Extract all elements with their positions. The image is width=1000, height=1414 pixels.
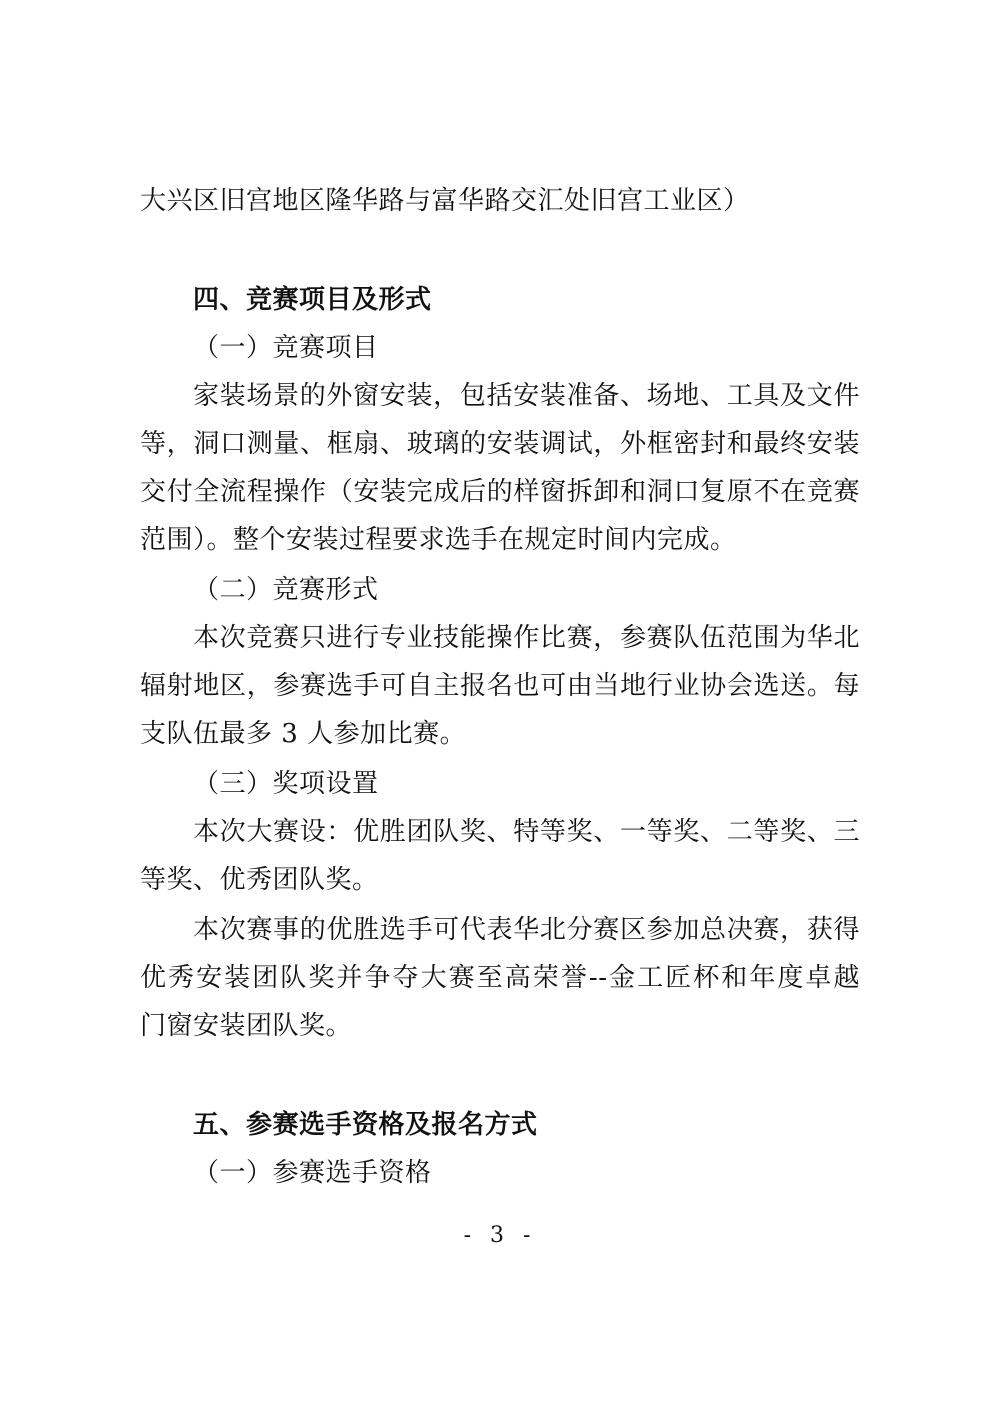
subsection-heading: （一）竞赛项目 [193,333,379,363]
section-heading: 四、竞赛项目及形式 [193,285,432,315]
page-number: - 3 - [463,1223,537,1248]
body-text-line: 等奖、优秀团队奖。 [140,865,379,895]
body-text-line: 支队伍最多 3 人参加比赛。 [140,719,467,749]
body-text-line: 本次赛事的优胜选手可代表华北分赛区参加总决赛，获得 [193,915,860,945]
subsection-heading: （三）奖项设置 [193,769,379,799]
body-text-line: 交付全流程操作（安装完成后的样窗拆卸和洞口复原不在竞赛 [140,477,860,507]
body-text-line: 优秀安装团队奖并争夺大赛至高荣誉--金工匠杯和年度卓越 [140,963,860,993]
body-text-line: 门窗安装团队奖。 [140,1011,353,1041]
body-text-line: 辐射地区，参赛选手可自主报名也可由当地行业协会选送。每 [140,671,860,701]
subsection-heading: （二）竞赛形式 [193,575,379,605]
subsection-heading: （一）参赛选手资格 [193,1158,432,1188]
body-text-line: 本次竞赛只进行专业技能操作比赛，参赛队伍范围为华北 [193,623,860,653]
body-text-line: 大兴区旧宫地区隆华路与富华路交汇处旧宫工业区） [140,186,750,216]
body-text-line: 家装场景的外窗安装，包括安装准备、场地、工具及文件 [193,381,860,411]
body-text-line: 本次大赛设：优胜团队奖、特等奖、一等奖、二等奖、三 [193,817,860,847]
body-text-line: 等，洞口测量、框扇、玻璃的安装调试，外框密封和最终安装 [140,429,860,459]
section-heading: 五、参赛选手资格及报名方式 [193,1110,538,1140]
body-text-line: 范围）。整个安装过程要求选手在规定时间内完成。 [140,525,737,555]
